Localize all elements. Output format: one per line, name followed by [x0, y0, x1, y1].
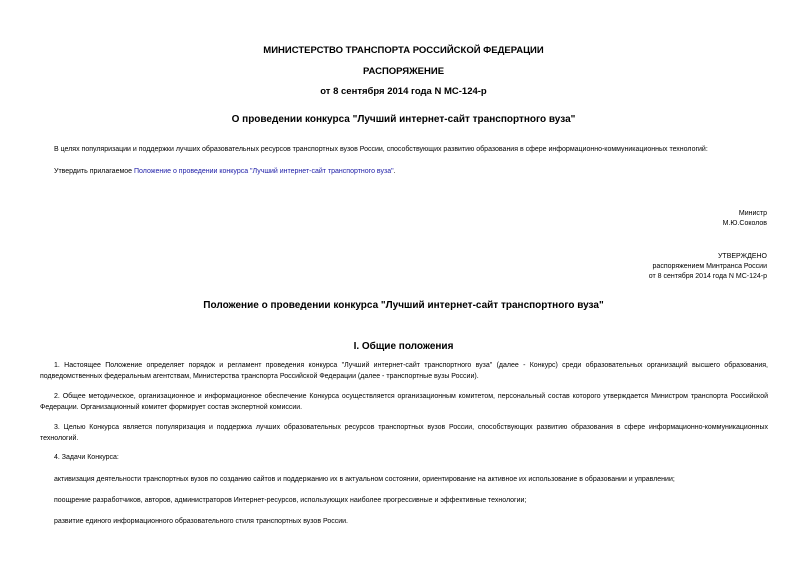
- approve-prefix: Утвердить прилагаемое: [54, 168, 135, 175]
- approve-suffix: .: [393, 168, 396, 175]
- task-2: поощрение разработчиков, авторов, администраторов Интернет-ресурсов, использующих наиболее прогрессивные и эффективные технологии;: [54, 497, 527, 504]
- paragraph-3: 3. Целью Конкурса является популяризация и поддержка лучших образовательных ресурсов транспортных вузов России, способствующих развитию образования в сфере информационно-коммуникационных технологий.: [40, 424, 768, 442]
- regulation-link[interactable]: Положение о проведении конкурса "Лучший интернет-сайт транспортного вуза": [134, 168, 394, 175]
- section-1-title: I. Общие положения: [353, 341, 454, 352]
- approval-line-2: распоряжением Минтранса России: [652, 263, 767, 270]
- signature-name: М.Ю.Соколов: [722, 220, 767, 227]
- doc-type: РАСПОРЯЖЕНИЕ: [362, 66, 445, 77]
- intro-approve: [54, 167, 396, 177]
- paragraph-1: 1. Настоящее Положение определяет порядок и регламент проведения конкурса "Лучший интернет-сайт транспортного вуза" (далее - Конкурс) среди образовательных организаций высшего образования, подведомственных федеральным агентствам, Министерства транспорта Российской Федерации (далее - транспортные вузы России).: [40, 362, 768, 380]
- ministry-heading: МИНИСТЕРСТВО ТРАНСПОРТА РОССИЙСКОЙ ФЕДЕРАЦИИ: [263, 45, 544, 56]
- paragraph-2: 2. Общее методическое, организационное и информационное обеспечение Конкурса осуществляется организационным комитетом, персональный состав которого утверждается Министром транспорта Российской Федерации. Организационный комитет формирует состав экспертной комиссии.: [40, 393, 768, 411]
- signature-position: Министр: [738, 210, 767, 217]
- approval-line-1: УТВЕРЖДЕНО: [717, 253, 767, 260]
- regulation-title: Положение о проведении конкурса "Лучший интернет-сайт транспортного вуза": [203, 300, 604, 311]
- doc-date: от 8 сентября 2014 года N МС-124-р: [320, 86, 487, 97]
- intro-purpose: В целях популяризации и поддержки лучших образовательных ресурсов транспортных вузов России, способствующих развитию образования в сфере информационно-коммуникационных технологий:: [54, 146, 708, 153]
- task-3: развитие единого информационного образовательного стиля транспортных вузов России.: [54, 518, 348, 525]
- approval-line-3: от 8 сентября 2014 года N МС-124-р: [648, 273, 767, 280]
- task-1: активизация деятельности транспортных вузов по созданию сайтов и поддержанию их в актуальном состоянии, ориентирование на активное их использование в образовании и управлении;: [54, 476, 675, 483]
- page-title: О проведении конкурса "Лучший интернет-сайт транспортного вуза": [231, 114, 576, 125]
- paragraph-4: 4. Задачи Конкурса:: [54, 454, 119, 461]
